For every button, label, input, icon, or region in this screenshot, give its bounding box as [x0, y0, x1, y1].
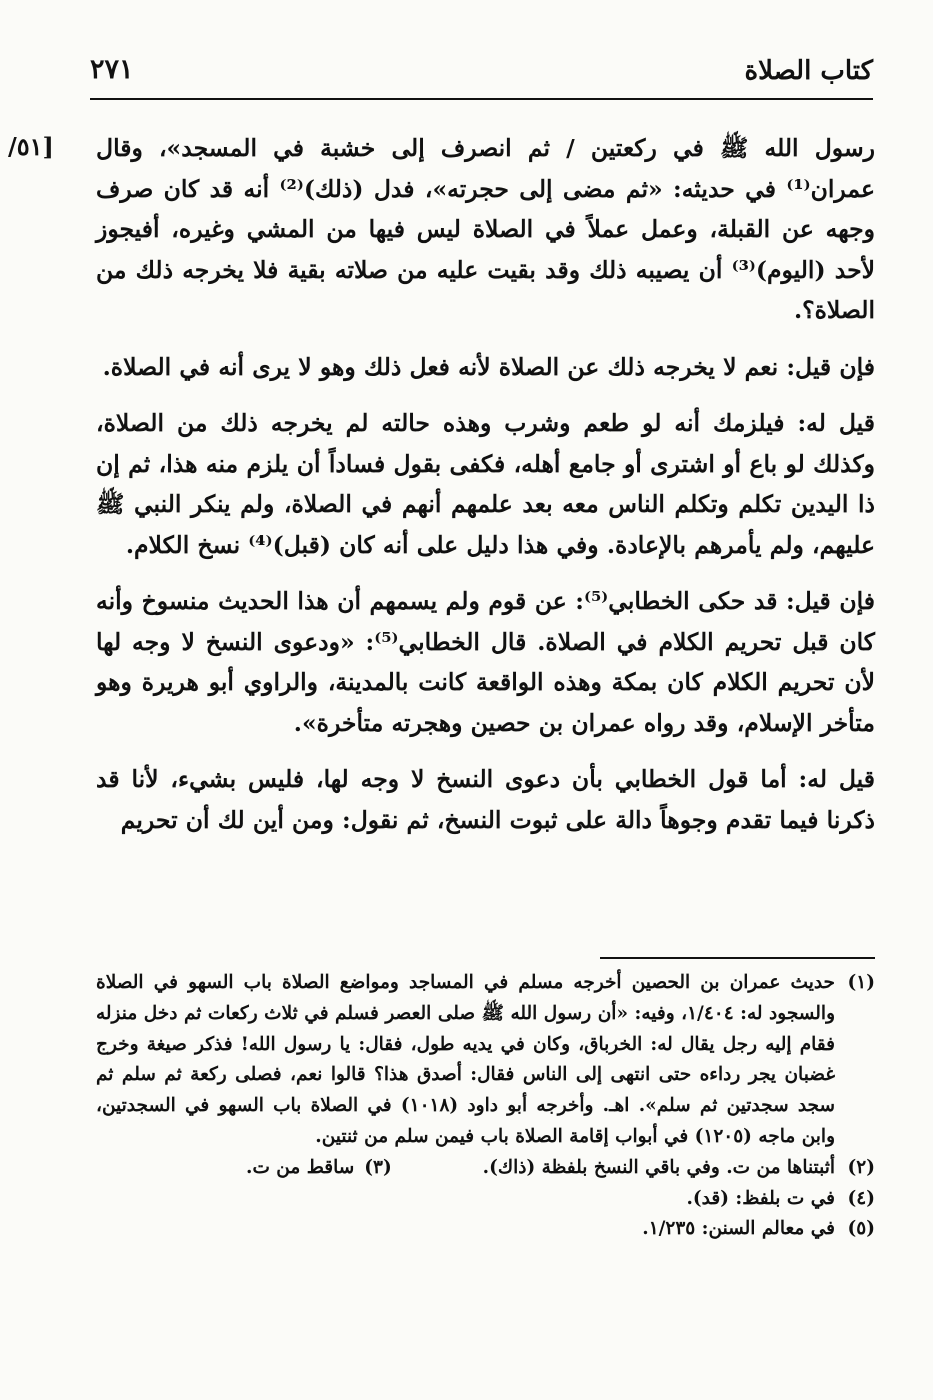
page-number: ٢٧١ — [90, 54, 134, 85]
paragraph: فإن قيل: نعم لا يخرجه ذلك عن الصلاة لأنه فعل ذلك وهو لا يرى أنه في الصلاة. — [102, 352, 875, 381]
paragraph: قيل له: فيلزمك أنه لو طعم وشرب وهذه حالته لم يخرجه ذلك من الصلاة، وكذلك لو باع أو اشترى أو جامع أهله، فكفى بقول فساداً أن يلزم منه هذا، ثم إن ذا اليدين تكلم وتكلم الناس معه بعد علمهم أنهم في الصلاة، ولم ينكر النبي ﷺ عليهم، ولم يأمرهم بالإعادة. وفي هذا دليل على أنه كان (قبل)⁽⁴⁾ نسخ الكلام. — [96, 409, 875, 559]
footnote-number: (١) — [847, 972, 875, 993]
footnote-number: (٥) — [847, 1218, 875, 1240]
footnote-text: أثبتناها من ت. وفي باقي النسخ بلفظة (ذاك). — [482, 1156, 835, 1178]
book-title: كتاب الصلاة — [744, 56, 873, 86]
running-header — [90, 52, 873, 100]
footnote-number: (٤) — [847, 1187, 875, 1209]
footnote-text: ساقط من ت. — [246, 1156, 355, 1178]
footnote-separator — [600, 957, 875, 959]
paragraph: رسول الله ﷺ في ركعتين / ثم انصرف إلى خشبة في المسجد»، وقال عمران⁽¹⁾ في حديثه: «ثم مضى إلى حجرته»، فدل (ذلك)⁽²⁾ أنه قد كان صرف وجهه عن القبلة، وعمل عملاً في الصلاة ليس فيها من المشي وغيره، أفيجوز لأحد (اليوم)⁽³⁾ أن يصيبه ذلك وقد بقيت عليه من صلاته بقية فلا يخرجه ذلك من الصلاة؟. — [96, 134, 876, 324]
footnote — [96, 1184, 875, 1215]
footnote-text: حديث عمران بن الحصين أخرجه مسلم في المساجد ومواضع الصلاة باب السهو في الصلاة والسجود له: ١/٤٠٤، وفيه: «أن رسول الله ﷺ صلى العصر فسلم في ثلاث ركعات ثم دخل منزله فقام إليه رجل يقال له: الخرباق، وكان في يديه طول، فقال: يا رسول الله! فذكر صيغة وخرج غضبان يجر رداءه حتى انتهى إلى الناس فقال: أصدق هذا؟ قالوا نعم، فصلى ركعة ثم سلم ثم سجد سجدتين ثم سلم». اهـ. وأخرجه أبو داود (١٠١٨) في الصلاة باب السهو في السجدتين، وابن ماجه (١٢٠٥) في أبواب إقامة الصلاة باب فيمن سلم من ثنتين. — [96, 972, 836, 1147]
main-text — [96, 128, 875, 840]
footnote — [246, 1153, 392, 1184]
footnote-number: (٣) — [364, 1156, 392, 1178]
paragraph: فإن قيل: قد حكى الخطابي⁽⁵⁾: عن قوم ولم يسمهم أن هذا الحديث منسوخ وأنه كان قبل تحريم الكلام في الصلاة. قال الخطابي⁽⁵⁾: «ودعوى النسخ لا وجه لها لأن تحريم الكلام كان بمكة وهذه الواقعة كانت بالمدينة، والراوي أبو هريرة وهو متأخر الإسلام، وقد رواه عمران بن حصين وهجرته متأخرة». — [96, 587, 875, 737]
footnotes — [96, 968, 875, 1245]
footnote — [96, 1153, 875, 1184]
footnote-text: في معالم السنن: ١/٢٣٥. — [642, 1218, 835, 1240]
footnote-text: في ت بلفظ: (قد). — [686, 1187, 835, 1209]
footnote — [96, 1214, 875, 1245]
paragraph: قيل له: أما قول الخطابي بأن دعوى النسخ لا وجه لها، فليس بشيء، لأنا قد ذكرنا فيما تقدم وجوهاً دالة على ثبوت النسخ، ثم نقول: ومن أين لك أن تحريم — [96, 765, 875, 834]
footnote — [96, 968, 875, 1153]
footnote-number: (٢) — [847, 1156, 875, 1178]
manuscript-folio-marker: /٥١] — [8, 132, 54, 161]
